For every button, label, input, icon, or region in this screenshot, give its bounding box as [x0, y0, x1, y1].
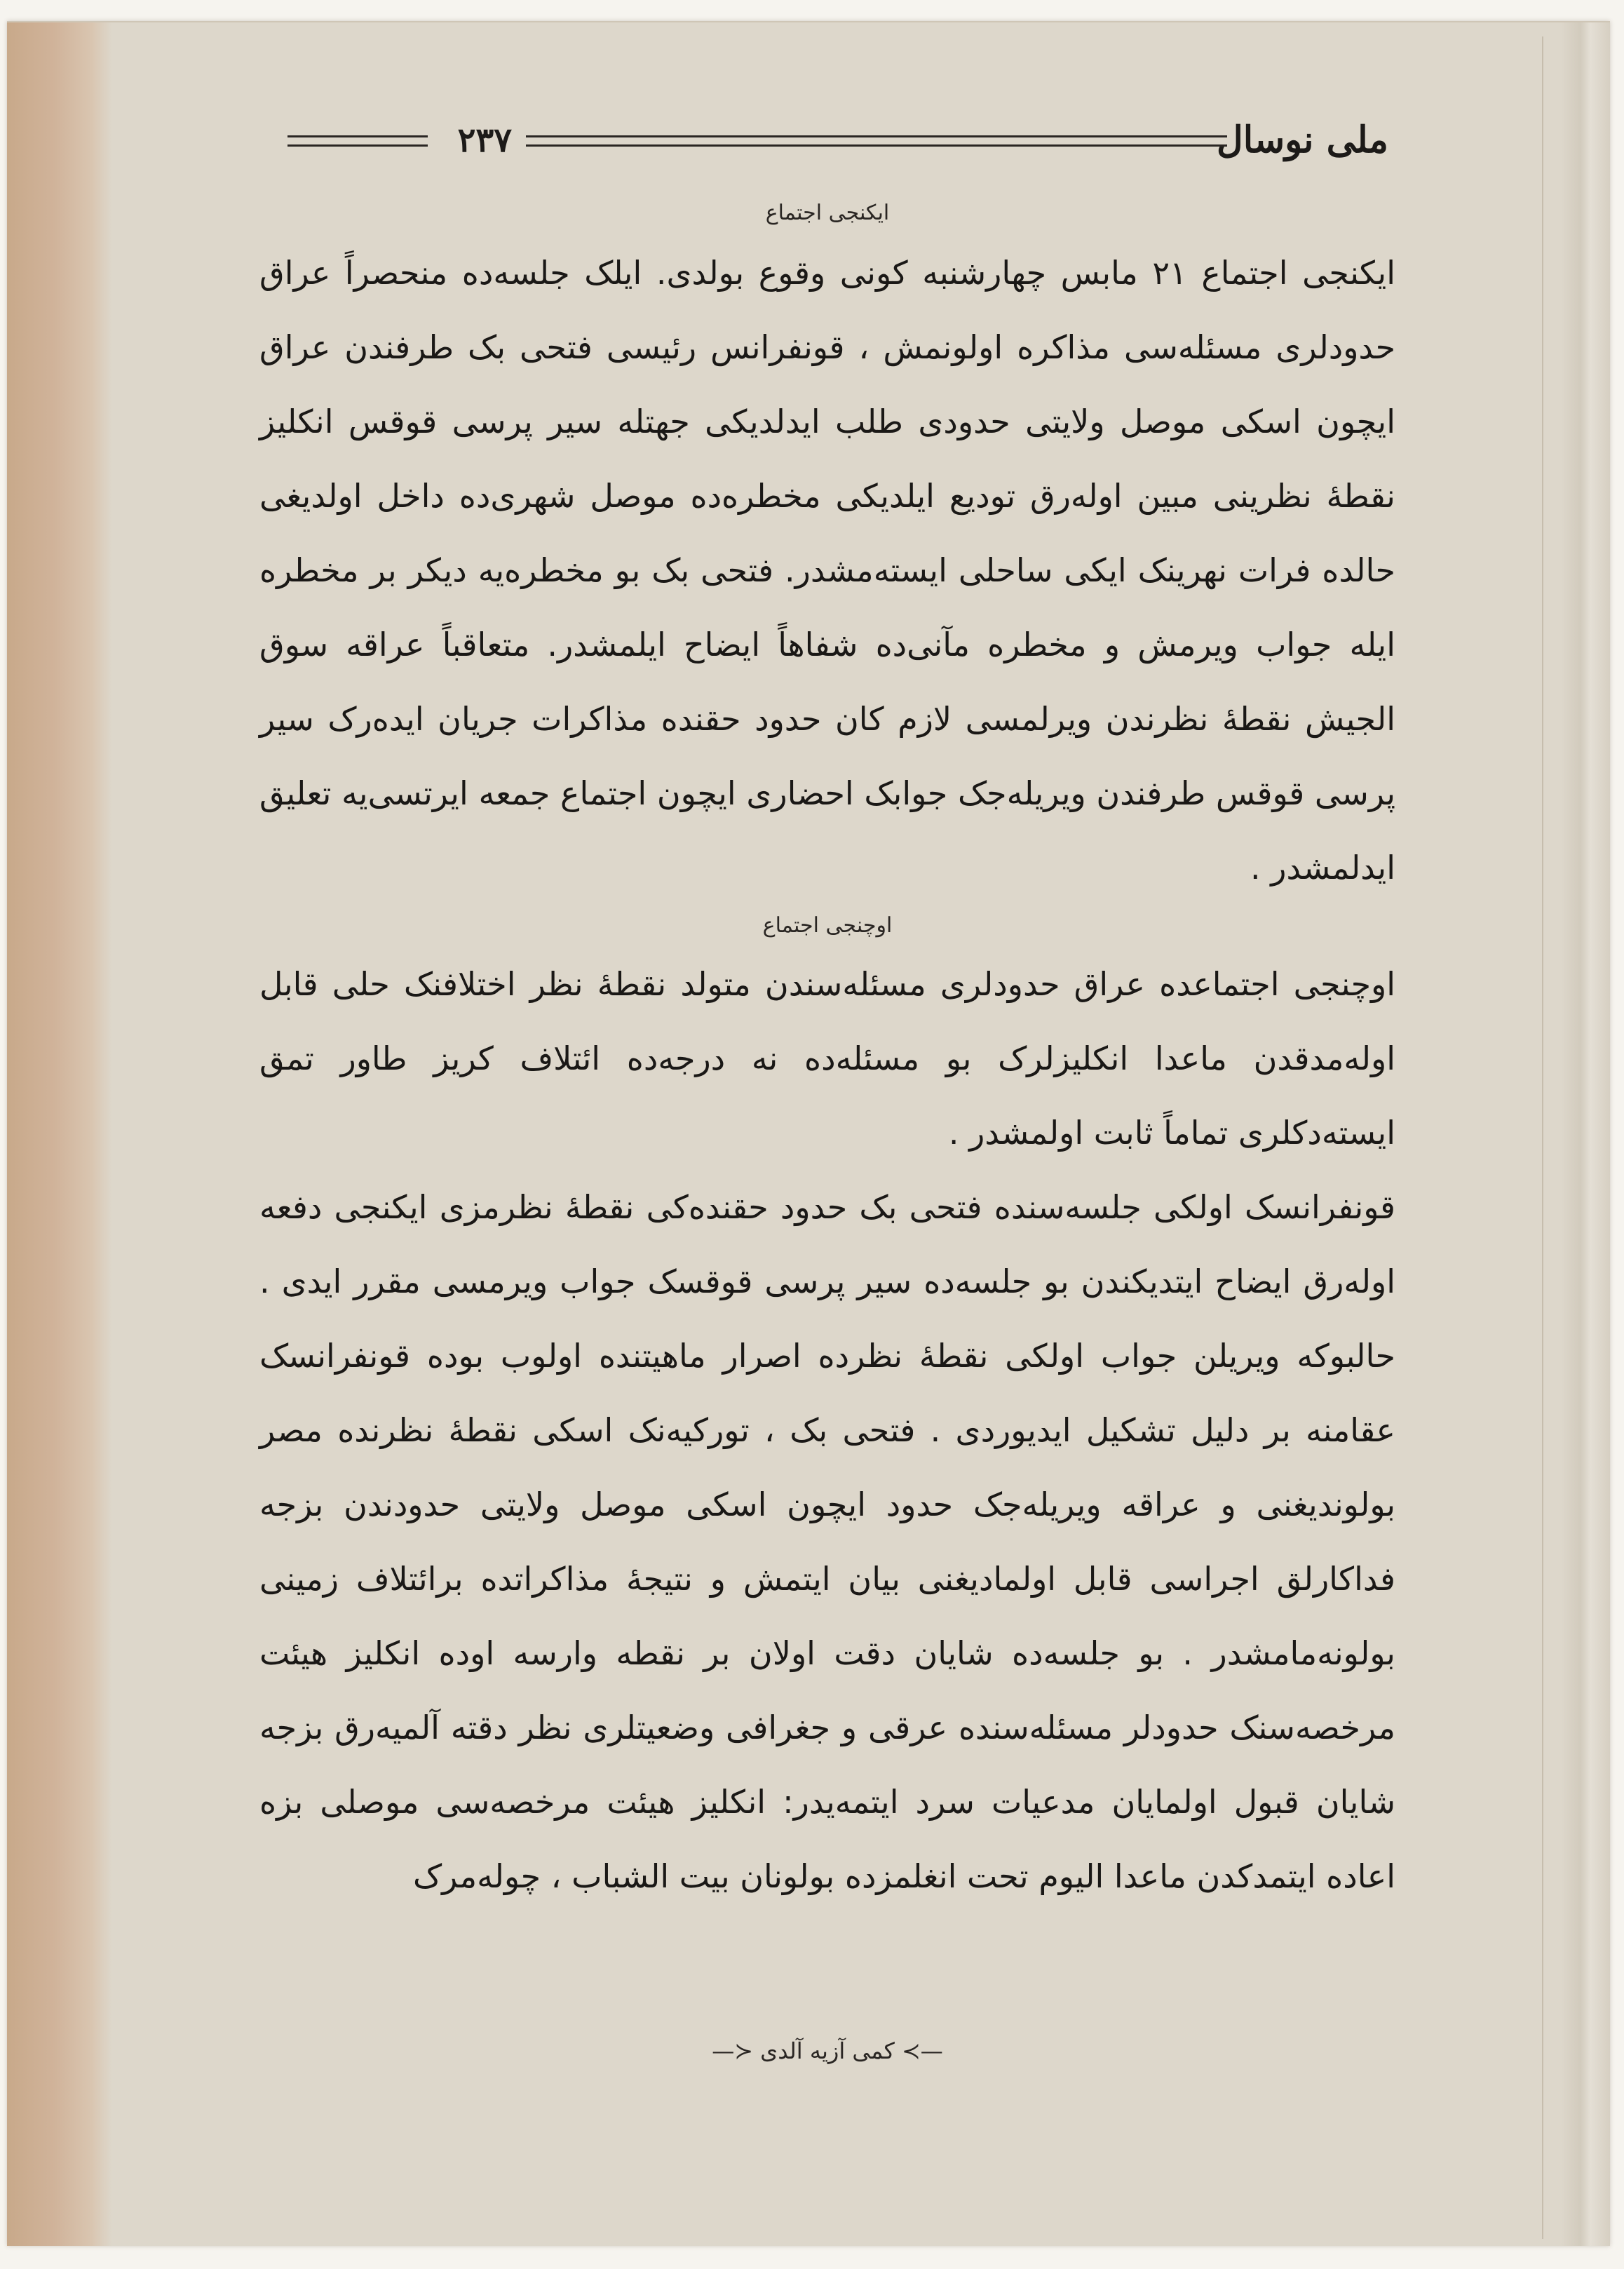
running-title: ملی نوسال: [1216, 119, 1388, 161]
page-body: [259, 196, 1395, 1913]
paragraph: قونفرانسک اولکی جلسه‌سنده فتحی بک حدود حقنده‌کی نقطهٔ نظرمزی ایکنجی دفعه اوله‌رق ایضاح ایتدیکندن بو جلسه‌ده سیر پرسی قوقسک جواب ویرمسی مقرر ایدی . حالبوکه ویریلن جواب اولکی نقطهٔ نظرده اصرار ماهیتنده اولوب بوده قونفرانسک عقامنه بر دلیل تشکیل ایدیوردی . فتحی بک ، تورکیه‌نک اسکی نقطهٔ نظرنده مصر بولوندیغنی و عراقه ویریله‌جک حدود ایچون اسکی موصل ولایتی حدودندن بزجه فداکارلق اجراسی قابل اولمادیغنی بیان ایتمش و نتیجهٔ مذاکراتده برائتلاف زمینی بولونه‌مامشدر . بو جلسه‌ده شایان دقت اولان بر نقطه وارسه اوده انکلیز هیئت مرخصه‌سنک حدودلر مسئله‌سنده عرقی و جغرافی وضعیتلری نظر دقته آلمیه‌رق بزجه شایان قبول اولمایان مدعیات سرد ایتمه‌یدر: انکلیز هیئت مرخصه‌سی موصلی بزه اعاده ایتمدکدن ماعدا الیوم تحت انغلمزده بولونان بیت الشباب ، چوله‌مرک: [259, 1188, 1395, 1895]
page-binding: [7, 22, 112, 2246]
continuation-note: —≻ کمی آزیه آلدی ≺—: [712, 2038, 943, 2064]
paragraph: ایکنجی اجتماع ٢١ مابس چهارشنبه کونی وقوع بولدی. ایلک جلسه‌ده منحصراً عراق حدودلری مسئله‌سی مذاکره اولونمش ، قونفرانس رئیسی فتحی بک طرفندن عراق ایچون اسکی موصل ولایتی حدودی طلب ایدلدیکی جهتله سیر پرسی قوقس انکلیز نقطهٔ نظرینی مبین اوله‌رق تودیع ایلدیکی مخطره‌ده موصل شهری‌ده داخل اولدیغی حالده فرات نهرینک ایکی ساحلی ایسته‌مشدر. فتحی بک بو مخطره‌یه دیکر بر مخطره ایله جواب ویرمش و مخطره مآنی‌ده شفاهاً ایضاح ایلمشدر. متعاقباً عراقه سوق الجیش نقطهٔ نظرندن ویرلمسی لازم کان حدود حقنده مذاکرات جریان ایده‌رک سیر پرسی قوقس طرفندن ویریله‌جک جوابک احضاری ایچون اجتماع جمعه ایرتسی‌یه تعلیق ایدلمشدر .: [259, 254, 1395, 887]
page-header: [266, 116, 1388, 165]
section-heading: ایکنجی اجتماع: [765, 201, 890, 225]
header-rule-short: [287, 135, 428, 147]
paragraph: اوچنجی اجتماعده عراق حدودلری مسئله‌سندن متولد نقطهٔ نظر اختلافنک حلی قابل اوله‌مدقدن ماعدا انکلیزلرک بو مسئله‌ده نه درجه‌ده ائتلاف کریز طاور تمق ایسته‌دکلری تماماً ثابت اولمشدر .: [259, 965, 1395, 1152]
page-edge-line: [1542, 36, 1543, 2239]
page-number: ٢٣٧: [457, 121, 512, 160]
section-heading: اوچنجی اجتماع: [762, 913, 893, 938]
page-right-edge: [1561, 22, 1610, 2246]
header-rule-long: [526, 135, 1227, 147]
